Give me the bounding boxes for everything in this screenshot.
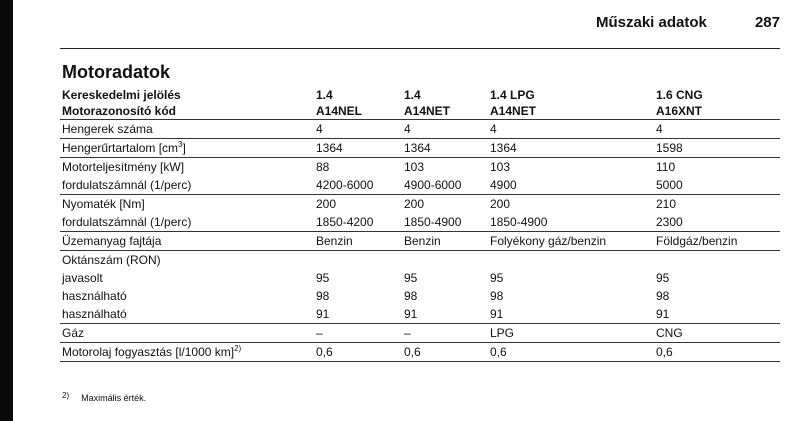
table-cell: – bbox=[402, 324, 488, 343]
table-cell: Földgáz/benzin bbox=[654, 232, 780, 251]
table-cell: 4200-6000 bbox=[316, 178, 374, 192]
table-cell: 91 bbox=[316, 307, 330, 321]
table-cell bbox=[314, 251, 402, 270]
row-label-text: Motorolaj fogyasztás [l/1000 km] bbox=[62, 345, 235, 359]
row-label-text: Hengerűrtartalom [cm bbox=[62, 141, 179, 155]
table-cell: 1850-4900 bbox=[490, 215, 548, 229]
footnote-text: Maximális érték. bbox=[81, 393, 147, 403]
table-row bbox=[60, 120, 780, 139]
table-cell: 98 bbox=[316, 289, 330, 303]
table-header-row bbox=[60, 87, 780, 103]
table-cell: 95 bbox=[404, 271, 418, 285]
page-header bbox=[596, 14, 780, 31]
row-label: Nyomaték [Nm] bbox=[60, 195, 314, 214]
header-cell: A14NET bbox=[488, 103, 654, 120]
table-cell: 88 bbox=[314, 158, 402, 177]
row-label: fordulatszámnál (1/perc) bbox=[62, 215, 192, 229]
header-cell: 1.4 bbox=[316, 88, 333, 102]
table-cell: 200 bbox=[488, 195, 654, 214]
table-row bbox=[60, 195, 780, 214]
table-row bbox=[60, 176, 780, 195]
header-cell: Kereskedelmi jelölés bbox=[62, 88, 181, 102]
page-number: 287 bbox=[754, 14, 780, 31]
table-cell: 91 bbox=[404, 307, 418, 321]
table-row bbox=[60, 158, 780, 177]
table-row bbox=[60, 213, 780, 232]
table-cell: Benzin bbox=[402, 232, 488, 251]
table-cell: 0,6 bbox=[654, 343, 780, 362]
section-title: Motoradatok bbox=[62, 62, 170, 82]
engine-data-table bbox=[60, 87, 780, 362]
table-cell: 0,6 bbox=[314, 343, 402, 362]
header-cell: 1.4 bbox=[404, 88, 421, 102]
table-cell: Folyékony gáz/benzin bbox=[488, 232, 654, 251]
left-edge-bar bbox=[0, 0, 13, 421]
table-cell: LPG bbox=[488, 324, 654, 343]
table-cell: 98 bbox=[404, 289, 418, 303]
table-cell: CNG bbox=[654, 324, 780, 343]
table-cell: 95 bbox=[656, 271, 670, 285]
table-cell: 200 bbox=[314, 195, 402, 214]
footnote bbox=[62, 393, 146, 403]
table-row bbox=[60, 305, 780, 324]
table-row bbox=[60, 287, 780, 305]
row-label bbox=[60, 343, 314, 362]
table-cell bbox=[402, 251, 488, 270]
row-label: használható bbox=[62, 289, 127, 303]
table-cell: 1364 bbox=[488, 139, 654, 158]
table-cell: 4 bbox=[404, 122, 411, 136]
table-cell: 98 bbox=[656, 289, 670, 303]
row-label: használható bbox=[62, 307, 127, 321]
table-cell: 95 bbox=[316, 271, 330, 285]
table-cell: 4900-6000 bbox=[404, 178, 462, 192]
table-cell: 1364 bbox=[402, 139, 488, 158]
header-cell: Motorazonosító kód bbox=[60, 103, 314, 120]
table-header-row bbox=[60, 103, 780, 120]
header-cell: 1.4 LPG bbox=[490, 88, 535, 102]
table-cell: 91 bbox=[656, 307, 670, 321]
row-label: fordulatszámnál (1/perc) bbox=[62, 178, 192, 192]
row-label: javasolt bbox=[62, 271, 103, 285]
table-cell: 0,6 bbox=[488, 343, 654, 362]
superscript: 3 bbox=[178, 140, 183, 149]
table-cell: Benzin bbox=[314, 232, 402, 251]
table-cell: 1850-4900 bbox=[404, 215, 462, 229]
table-cell: 110 bbox=[654, 158, 780, 177]
table-cell: 98 bbox=[490, 289, 504, 303]
table-cell: 2300 bbox=[656, 215, 683, 229]
row-label bbox=[60, 139, 314, 158]
table-cell: 200 bbox=[402, 195, 488, 214]
table-row bbox=[60, 269, 780, 287]
row-label: Gáz bbox=[60, 324, 314, 343]
table-cell: 103 bbox=[488, 158, 654, 177]
row-label: Üzemanyag fajtája bbox=[60, 232, 314, 251]
table-cell: 1364 bbox=[314, 139, 402, 158]
table-cell bbox=[654, 251, 780, 270]
footnote-ref: 2) bbox=[234, 344, 242, 353]
header-cell: A14NET bbox=[402, 103, 488, 120]
table-cell: 0,6 bbox=[402, 343, 488, 362]
table-cell: 210 bbox=[654, 195, 780, 214]
table-row bbox=[60, 232, 780, 251]
table-row bbox=[60, 343, 780, 362]
row-label: Oktánszám (RON) bbox=[60, 251, 314, 270]
table-cell: 4 bbox=[490, 122, 497, 136]
table-cell: 4 bbox=[316, 122, 323, 136]
table-cell: 91 bbox=[490, 307, 504, 321]
row-label: Motorteljesítmény [kW] bbox=[60, 158, 314, 177]
header-cell: 1.6 CNG bbox=[656, 88, 703, 102]
table-cell: – bbox=[314, 324, 402, 343]
header-cell: A16XNT bbox=[654, 103, 780, 120]
table-cell: 95 bbox=[490, 271, 504, 285]
table-cell: 5000 bbox=[656, 178, 683, 192]
row-label-text: ] bbox=[182, 141, 186, 155]
table-cell: 1850-4200 bbox=[316, 215, 374, 229]
table-cell: 4 bbox=[656, 122, 663, 136]
footnote-mark: 2) bbox=[62, 391, 70, 400]
table-row bbox=[60, 324, 780, 343]
header-divider bbox=[60, 48, 780, 49]
table-cell bbox=[488, 251, 654, 270]
row-label: Hengerek száma bbox=[62, 122, 153, 136]
table-cell: 1598 bbox=[654, 139, 780, 158]
page-header-title: Műszaki adatok bbox=[596, 14, 707, 31]
header-cell: A14NEL bbox=[314, 103, 402, 120]
table-row bbox=[60, 139, 780, 158]
table-row bbox=[60, 251, 780, 270]
table-cell: 103 bbox=[402, 158, 488, 177]
table-cell: 4900 bbox=[490, 178, 517, 192]
